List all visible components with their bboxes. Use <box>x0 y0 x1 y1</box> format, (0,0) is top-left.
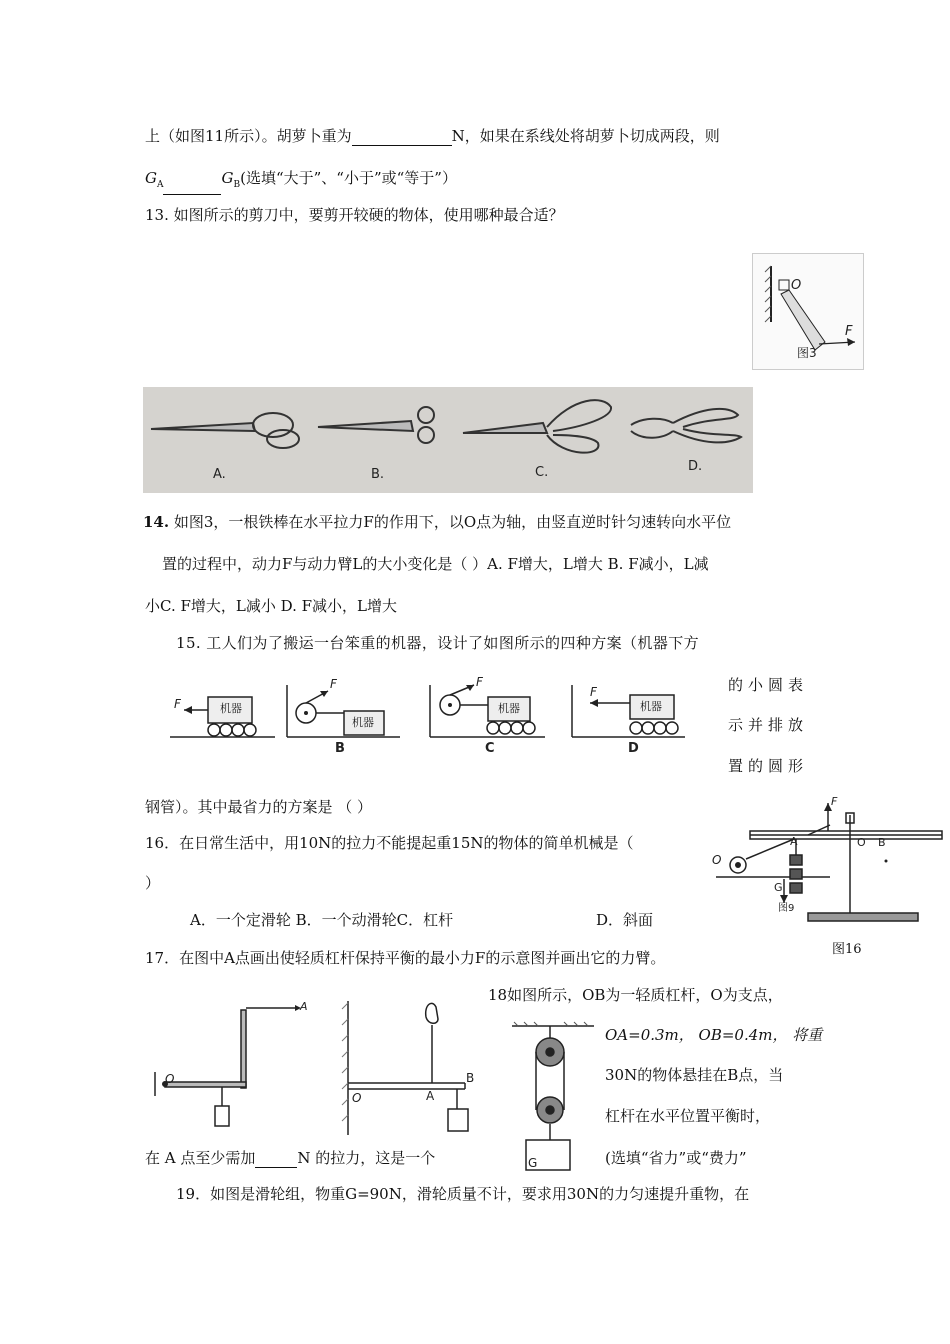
point-o2-label: O <box>857 836 866 849</box>
option-b-label: B <box>335 741 345 756</box>
q14-number: 14. <box>143 513 170 531</box>
q18-text-a: 在 A 点至少需加 <box>145 1149 256 1167</box>
q16-option-d: D．斜面 <box>596 911 654 929</box>
force-f-label: F <box>845 324 853 339</box>
q17-figure-2 <box>340 995 490 1145</box>
point-o-label: O <box>712 853 722 867</box>
q15-side3: 置的圆形 <box>728 757 809 775</box>
machine-label-b: 机器 <box>352 716 374 729</box>
answer-blank[interactable] <box>352 129 452 146</box>
weight-g-label: G <box>528 1156 538 1170</box>
q17-figure-1-drawing <box>145 1000 330 1140</box>
point-a-label: A <box>790 835 798 848</box>
q15-side2: 示并排放 <box>728 716 809 734</box>
figure-3-caption: 图3 <box>797 346 817 360</box>
machine-label-a: 机器 <box>220 702 242 715</box>
option-c-label: C. <box>535 465 549 480</box>
option-d-label: D. <box>688 459 703 474</box>
q18-line2: OA=0.3m， OB=0.4m， 将重 <box>605 1026 823 1044</box>
answer-blank[interactable] <box>163 178 221 195</box>
q15-figures <box>170 675 715 760</box>
q18-line3: 30N的物体悬挂在B点，当 <box>605 1066 784 1084</box>
pulley-drawing <box>508 1020 598 1175</box>
q18-line1: 18如图所示，OB为一轻质杠杆，O为支点， <box>488 986 783 1004</box>
point-b-label: B <box>878 836 886 849</box>
weight-g-label: G <box>774 881 783 894</box>
q19-text: 19．如图是滑轮组，物重G=90N，滑轮质量不计，要求用30N的力匀速提升重物，在 <box>176 1185 750 1203</box>
answer-blank[interactable] <box>255 1151 297 1168</box>
pulley-figure <box>508 1020 598 1175</box>
point-a-label: A <box>300 1000 308 1013</box>
force-label-c: F <box>476 675 483 689</box>
option-d-label: D <box>628 741 639 756</box>
q12-text-b: N，如果在系线处将胡萝卜切成两段，则 <box>451 127 720 145</box>
g-b-sub: B <box>233 180 241 190</box>
machine-label-c: 机器 <box>498 702 520 715</box>
scissors-drawing <box>143 387 753 493</box>
option-c-label: C <box>485 741 495 756</box>
g-a-sub: A <box>156 180 164 190</box>
q15-side1: 的小圆表 <box>728 676 809 694</box>
option-a-label: A. <box>213 467 226 482</box>
q15-line-end: 钢管）。其中最省力的方案是 （ ） <box>145 798 373 816</box>
q18-line5-c: (选填“省力”或“费力” <box>605 1149 747 1167</box>
q17-figure-2-drawing <box>340 995 490 1145</box>
q12-line1 <box>145 126 720 146</box>
q15-line1: 15. 工人们为了搬运一台笨重的机器，设计了如图所示的四种方案（机器下方 <box>176 634 700 652</box>
figure-16-drawing <box>710 795 948 935</box>
scissors-photo <box>143 387 753 493</box>
force-label-d: F <box>590 685 597 699</box>
g-b-symbol: G <box>221 169 234 187</box>
force-label-a: F <box>174 697 181 711</box>
q14-text-1: 如图3，一根铁棒在水平拉力F的作用下，以O点为轴，由竖直逆时针匀速转向水平位 <box>173 513 732 531</box>
q12-text-a: 上（如图11所示）。胡萝卜重为 <box>145 127 352 145</box>
q16-line1: 16．在日常生活中，用10N的拉力不能提起重15N的物体的简单机械是（ <box>145 834 634 852</box>
q16-line2: ） <box>145 874 161 892</box>
q12-line2 <box>145 168 457 195</box>
q18-line5 <box>145 1148 435 1168</box>
q14-line2: 置的过程中，动力F与动力臂L的大小变化是（ ）A. F增大，L增大 B. F减小，L减 <box>162 555 709 573</box>
figure-3 <box>752 253 864 370</box>
point-o-label: O <box>352 1091 362 1105</box>
point-o-label: O <box>165 1072 175 1086</box>
machine-label-d: 机器 <box>640 700 662 713</box>
force-f-label: F <box>831 795 838 808</box>
figure-16-caption: 图16 <box>832 942 862 957</box>
g-a-symbol: G <box>145 169 157 187</box>
q17-text: 17．在图中A点画出使轻质杠杆保持平衡的最小力F的示意图并画出它的力臂。 <box>145 949 666 967</box>
q17-figure-1 <box>145 1000 330 1140</box>
point-b-label: B <box>466 1071 475 1085</box>
q12-text-c: (选填“大于”、“小于”或“等于”） <box>240 169 457 187</box>
q14-line1 <box>143 512 731 532</box>
figure-9-caption: 图9 <box>778 903 795 914</box>
q16-options: A．一个定滑轮 B．一个动滑轮C．杠杆 <box>190 911 454 929</box>
figure-16 <box>710 795 948 935</box>
option-b-label: B. <box>371 467 385 482</box>
point-a-label: A <box>426 1089 435 1103</box>
force-label-b: F <box>330 677 337 691</box>
q13-text: 13. 如图所示的剪刀中，要剪开较硬的物体，使用哪种最合适？ <box>145 206 564 224</box>
q18-text-b: N 的拉力，这是一个 <box>297 1149 436 1167</box>
q18-line4: 杠杆在水平位置平衡时， <box>605 1107 771 1125</box>
point-o-label: O <box>791 278 802 293</box>
q14-line3: 小C. F增大，L减小 D. F减小，L增大 <box>145 597 398 615</box>
